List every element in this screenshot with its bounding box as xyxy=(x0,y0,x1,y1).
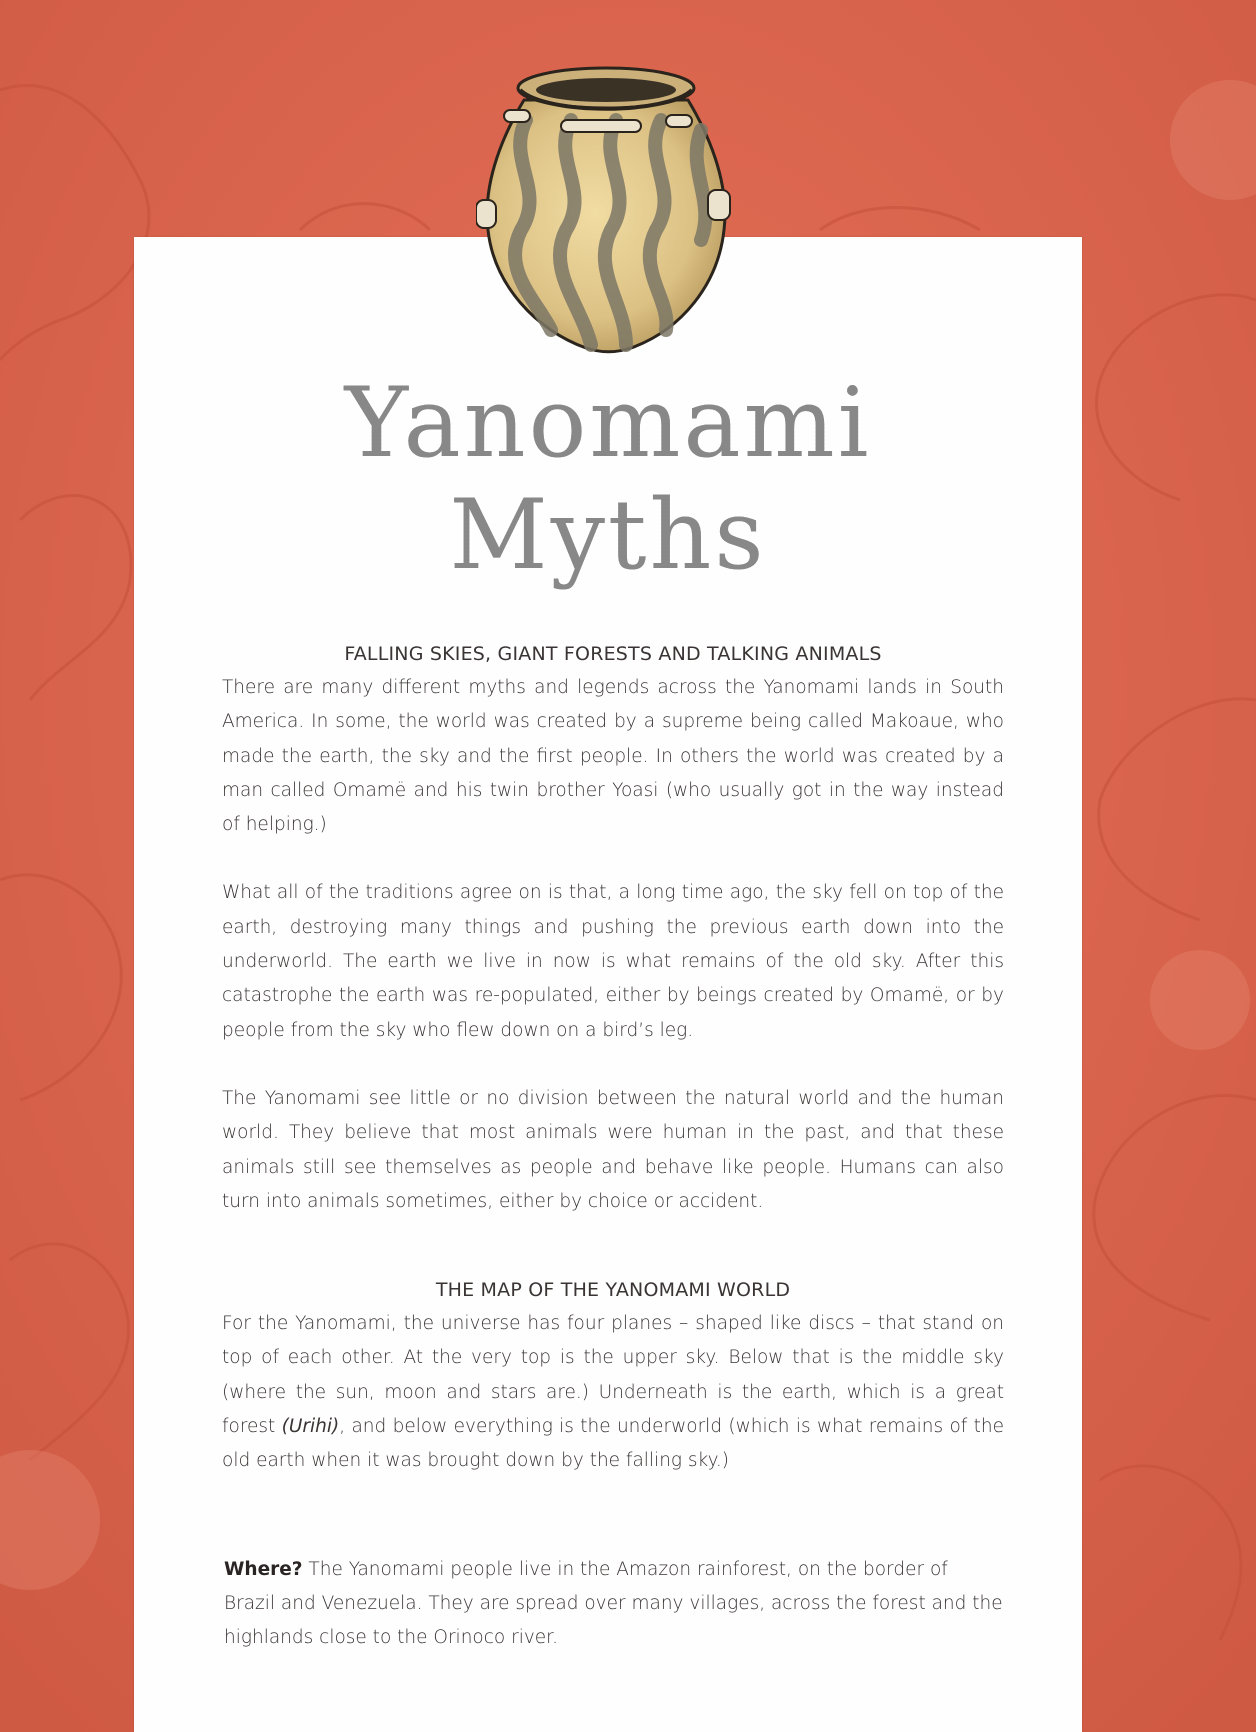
urihi-term: (Urihi) xyxy=(281,1416,340,1438)
where-label: Where? xyxy=(224,1558,303,1580)
title-line-1: Yanomami xyxy=(344,367,872,479)
where-text: The Yanomami people live in the Amazon rainforest, on the border of Brazil and Venezuela. They are spread over many villages, across the forest and the highlands close to the Orinoco river. xyxy=(224,1558,1003,1649)
article-body xyxy=(222,637,1004,1656)
section-heading-map: THE MAP OF THE YANOMAMI WORLD xyxy=(435,1279,791,1302)
title-line-2: Myths xyxy=(449,479,767,591)
paragraph-universe xyxy=(222,1307,1004,1478)
woven-basket-illustration xyxy=(476,60,736,355)
where-box xyxy=(224,1553,1004,1656)
paragraph-creation: There are many different myths and legends across the Yanomami lands in South America. In some, the world was created by a supreme being called Makoaue, who made the earth, the sky and the first people. In others the world was created by a man called Omamë and his twin brother Yoasi (who usually got in the way instead of helping.) xyxy=(222,677,1004,836)
page-title xyxy=(134,367,1082,591)
paragraph-animals: The Yanomami see little or no division between the natural world and the human world. They believe that most animals were human in the past, and that these animals still see themselves as people and behave like people. Humans can also turn into animals sometimes, either by choice or accident. xyxy=(222,1087,1004,1212)
section-heading-falling-skies: FALLING SKIES, GIANT FORESTS AND TALKING ANIMALS xyxy=(344,643,882,665)
paragraph-falling-sky: What all of the traditions agree on is that, a long time ago, the sky fell on top of the earth, destroying many things and pushing the previous earth down into the underworld. The earth we live in now is what remains of the old sky. After this catastrophe the earth was re-populated, either by beings created by Omamë, or by people from the sky who flew down on a bird’s leg. xyxy=(222,882,1004,1041)
universe-text-part-1: For the Yanomami, the universe has four planes – shaped like discs – that stand on top of each other. At the very top is the upper sky. Below that is the middle sky (where the sun, moon and stars are.) Underneath is the earth, which is a great forest xyxy=(222,1313,1004,1438)
content-panel xyxy=(134,237,1082,1732)
universe-text-part-2: , and below everything is the underworld (which is what remains of the old earth when it was brought down by the falling sky.) xyxy=(222,1416,1005,1472)
